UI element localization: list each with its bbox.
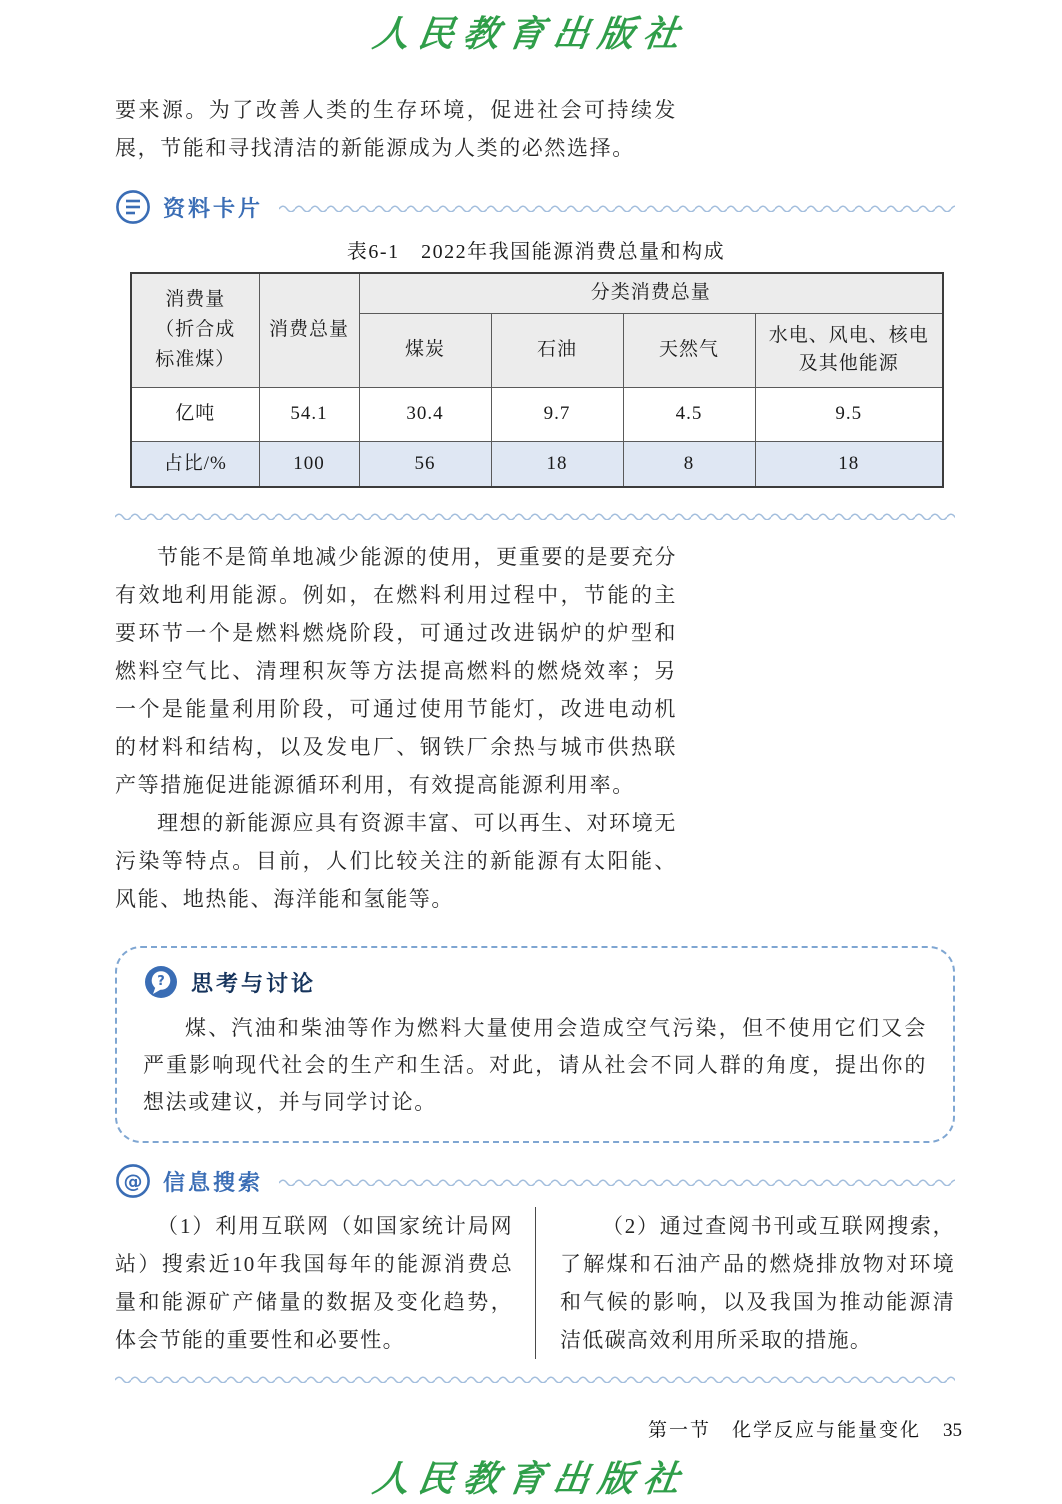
question-bubble-icon [143, 964, 179, 1000]
at-glyph: @ [123, 1170, 143, 1193]
table-cell: 30.4 [359, 387, 491, 441]
table-header-coal: 煤炭 [359, 313, 491, 387]
corner-line: （折合成 [155, 319, 236, 341]
body-paragraph-2: 理想的新能源应具有资源丰富、可以再生、对环境无污染等特点。目前，人们比较关注的新能源有太阳能、风能、地热能、海洋能和氢能等。 [115, 811, 677, 911]
table-header-row [131, 273, 943, 313]
data-card-title: 资料卡片 [163, 195, 264, 221]
table-header-gas: 天然气 [623, 313, 755, 387]
publisher-logo-bottom: 人民教育出版社 [370, 1459, 691, 1500]
info-search-item-2: （2）通过查阅书刊或互联网搜索，了解煤和石油产品的燃烧排放物对环境和气候的影响，以及我国为推动能源清洁低碳高效利用所采取的措施。 [535, 1207, 955, 1359]
corner-line: 消费量 [165, 289, 226, 311]
table-cell: 9.5 [755, 387, 943, 441]
table-cell: 4.5 [623, 387, 755, 441]
row-label: 占比/% [131, 441, 259, 487]
intro-paragraph: 要来源。为了改善人类的生存环境，促进社会可持续发展，节能和寻找清洁的新能源成为人类的必然选择。 [115, 98, 677, 160]
footer-section-title: 第一节 化学反应与能量变化 [647, 1420, 921, 1441]
table-header-oil: 石油 [491, 313, 623, 387]
wavy-divider [279, 1176, 955, 1186]
think-discuss-box [115, 946, 955, 1143]
body-paragraph-1: 节能不是简单地减少能源的使用，更重要的是要充分有效地利用能源。例如，在燃料利用过程中，节能的主要环节一个是燃料燃烧阶段，可通过改进锅炉的炉型和燃料空气比、清理积灰等方法提高燃料的燃烧效率；另一个是能量利用阶段，可通过使用节能灯，改进电动机的材料和结构，以及发电厂、钢铁厂余热与城市供热联产等措施促进能源循环利用，有效提高能源利用率。 [115, 545, 677, 797]
think-discuss-header [143, 964, 927, 1000]
page-number: 35 [943, 1420, 962, 1441]
table-header-renewables: 水电、风电、核电及其他能源 [755, 313, 943, 387]
table-caption: 表6-1 2022年我国能源消费总量和构成 [346, 241, 726, 263]
table-corner-header [131, 273, 259, 387]
table-cell: 8 [623, 441, 755, 487]
wavy-divider [115, 510, 955, 520]
question-glyph: ? [157, 974, 165, 989]
table-data-row [131, 387, 943, 441]
table-cell: 9.7 [491, 387, 623, 441]
row-label: 亿吨 [131, 387, 259, 441]
document-lines-icon [115, 189, 151, 225]
info-search-header [115, 1163, 955, 1199]
page-footer [648, 1415, 962, 1442]
table-cell: 100 [259, 441, 359, 487]
table-header-group: 分类消费总量 [359, 273, 943, 313]
wavy-divider [115, 1373, 955, 1383]
think-discuss-text: 煤、汽油和柴油等作为燃料大量使用会造成空气污染，但不使用它们又会严重影响现代社会的生产和生活。对此，请从社会不同人群的角度，提出你的想法或建议，并与同学讨论。 [143, 1016, 927, 1114]
energy-consumption-table [130, 272, 944, 488]
wavy-divider [279, 202, 955, 212]
info-search-item-1: （1）利用互联网（如国家统计局网站）搜索近10年我国每年的能源消费总量和能源矿产储量的数据及变化趋势，体会节能的重要性和必要性。 [115, 1214, 513, 1352]
corner-line: 标准煤） [155, 349, 236, 371]
info-search-columns [115, 1207, 955, 1359]
publisher-logo-top: 人民教育出版社 [370, 14, 691, 55]
table-cell: 18 [491, 441, 623, 487]
table-cell: 54.1 [259, 387, 359, 441]
data-card-header [115, 189, 955, 225]
table-header-total: 消费总量 [259, 273, 359, 387]
at-icon [115, 1163, 151, 1199]
think-discuss-title: 思考与讨论 [191, 970, 317, 996]
info-search-title: 信息搜索 [163, 1169, 264, 1195]
table-data-row [131, 441, 943, 487]
table-cell: 18 [755, 441, 943, 487]
table-cell: 56 [359, 441, 491, 487]
